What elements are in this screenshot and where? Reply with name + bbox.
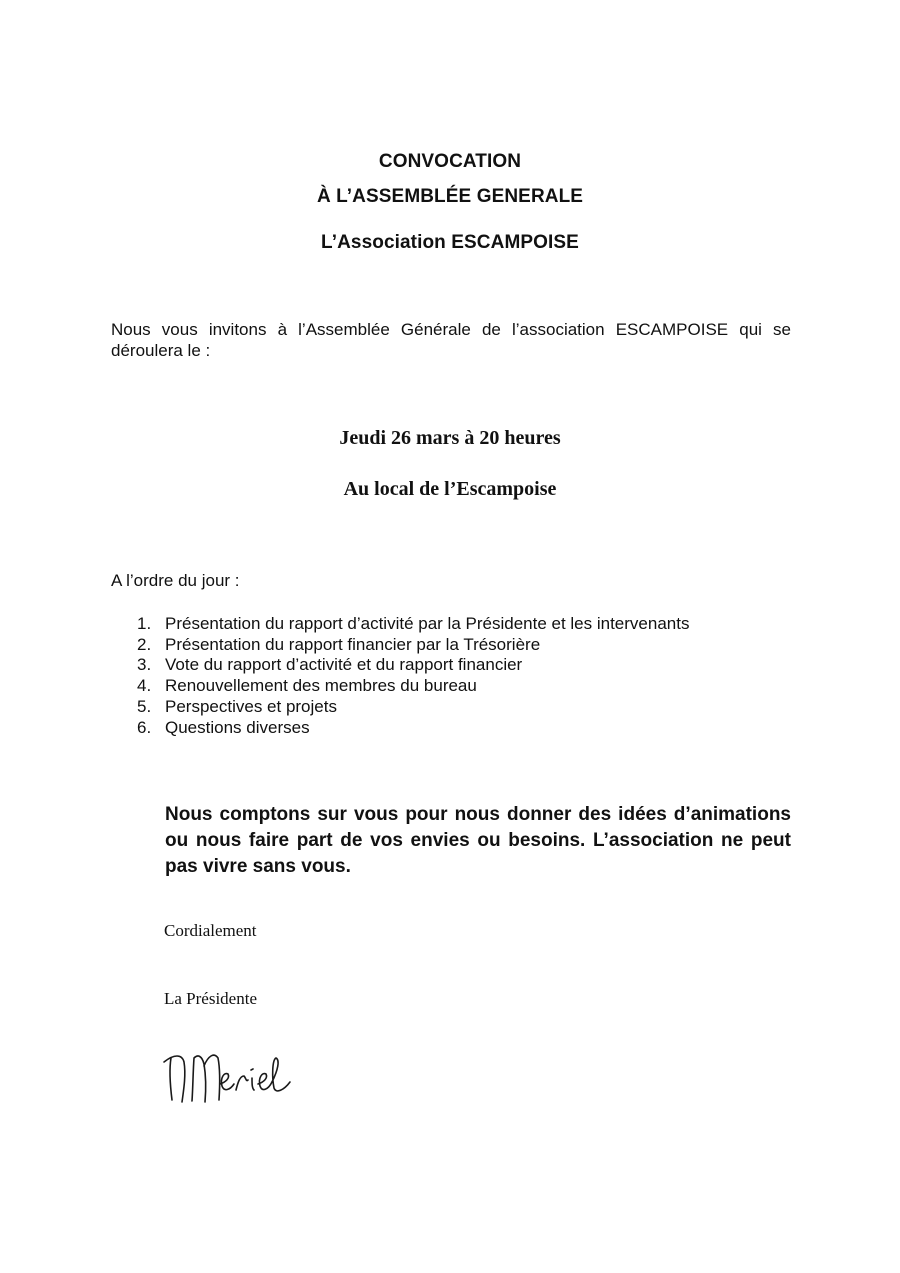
list-item-number: 2.: [137, 634, 152, 654]
document-subtitle: À L’ASSEMBLÉE GENERALE: [316, 186, 584, 207]
list-item-text: Renouvellement des membres du bureau: [165, 676, 477, 696]
event-date: Jeudi 26 mars à 20 heures: [339, 427, 561, 449]
list-item-text: Présentation du rapport financier par la Trésorière: [165, 634, 541, 654]
list-item: [137, 635, 689, 656]
list-item: [137, 718, 689, 739]
list-item-number: 3.: [137, 655, 152, 675]
signatory-title: La Présidente: [164, 989, 257, 1008]
association-name: L’Association ESCAMPOISE: [321, 232, 579, 253]
list-item: [137, 697, 689, 718]
list-item: [137, 655, 689, 676]
list-item-number: 1.: [137, 614, 152, 633]
list-item-number: 4.: [137, 676, 152, 696]
agenda-list: [137, 614, 689, 738]
list-item-text: Présentation du rapport d’activité par la Présidente et les intervenants: [165, 614, 690, 633]
document-title: CONVOCATION: [378, 151, 522, 172]
list-item-text: Perspectives et projets: [165, 696, 337, 716]
salutation: Cordialement: [164, 921, 257, 940]
appeal-paragraph: Nous comptons sur vous pour nous donner des idées d’animations ou nous faire part de vos envies ou besoins. L’association ne peut pas vivre sans vous.: [165, 804, 791, 877]
list-item: [137, 676, 689, 697]
agenda-heading: A l’ordre du jour :: [111, 571, 240, 590]
list-item-number: 6.: [137, 717, 152, 737]
intro-paragraph: Nous vous invitons à l’Assemblée Générale de l’association ESCAMPOISE qui se déroulera le :: [111, 320, 791, 360]
handwritten-signature: [160, 1044, 335, 1110]
event-place: Au local de l’Escampoise: [343, 478, 557, 500]
list-item-text: Questions diverses: [165, 717, 310, 737]
list-item: [137, 614, 689, 635]
list-item-number: 5.: [137, 696, 152, 716]
list-item-text: Vote du rapport d’activité et du rapport financier: [165, 655, 523, 675]
